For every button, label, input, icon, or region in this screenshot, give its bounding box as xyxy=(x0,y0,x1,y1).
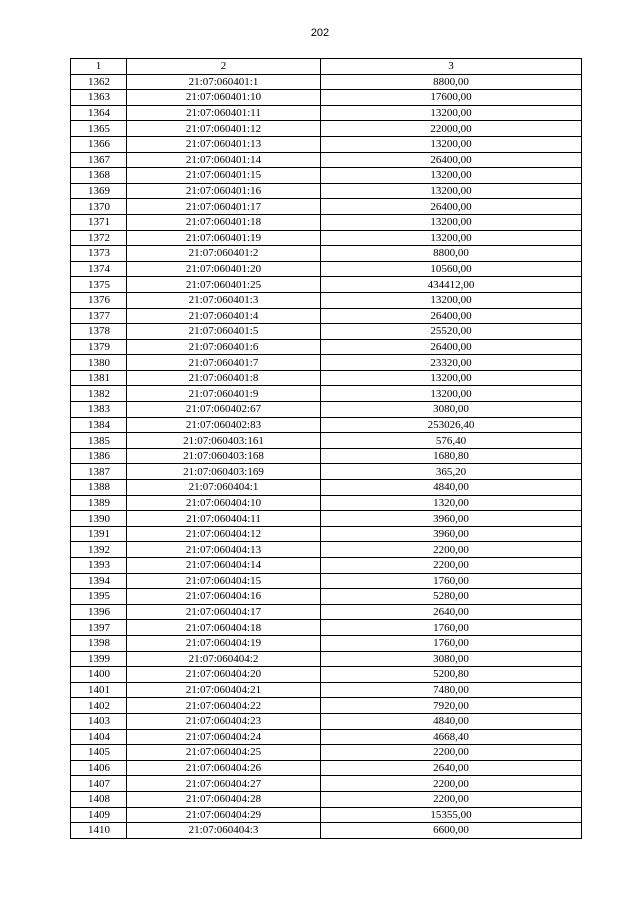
value-cell: 13200,00 xyxy=(321,168,582,184)
cadastral-number-cell: 21:07:060403:169 xyxy=(127,464,321,480)
cadastral-number-cell: 21:07:060404:21 xyxy=(127,682,321,698)
table-row xyxy=(71,807,582,823)
table-row xyxy=(71,651,582,667)
value-cell: 7920,00 xyxy=(321,698,582,714)
table-row xyxy=(71,823,582,839)
value-cell: 253026,40 xyxy=(321,417,582,433)
value-cell: 576,40 xyxy=(321,433,582,449)
table-row xyxy=(71,308,582,324)
row-number-cell: 1382 xyxy=(71,386,127,402)
row-number-cell: 1380 xyxy=(71,355,127,371)
table-row xyxy=(71,168,582,184)
table-row xyxy=(71,480,582,496)
table-row xyxy=(71,355,582,371)
table-row xyxy=(71,589,582,605)
table-row xyxy=(71,558,582,574)
table-row xyxy=(71,105,582,121)
row-number-cell: 1373 xyxy=(71,246,127,262)
cadastral-number-cell: 21:07:060404:13 xyxy=(127,542,321,558)
cadastral-number-cell: 21:07:060402:67 xyxy=(127,402,321,418)
row-number-cell: 1363 xyxy=(71,90,127,106)
row-number-cell: 1405 xyxy=(71,745,127,761)
table-row xyxy=(71,542,582,558)
value-cell: 13200,00 xyxy=(321,370,582,386)
cadastral-number-cell: 21:07:060404:24 xyxy=(127,729,321,745)
cadastral-number-cell: 21:07:060401:25 xyxy=(127,277,321,293)
value-cell: 13200,00 xyxy=(321,136,582,152)
row-number-cell: 1409 xyxy=(71,807,127,823)
table-row xyxy=(71,448,582,464)
cadastral-number-cell: 21:07:060401:3 xyxy=(127,292,321,308)
row-number-cell: 1403 xyxy=(71,713,127,729)
cadastral-number-cell: 21:07:060401:10 xyxy=(127,90,321,106)
cadastral-number-cell: 21:07:060404:15 xyxy=(127,573,321,589)
cadastral-number-cell: 21:07:060404:23 xyxy=(127,713,321,729)
value-cell: 1760,00 xyxy=(321,620,582,636)
table-row xyxy=(71,246,582,262)
row-number-cell: 1365 xyxy=(71,121,127,137)
row-number-cell: 1362 xyxy=(71,74,127,90)
row-number-cell: 1378 xyxy=(71,324,127,340)
value-cell: 2640,00 xyxy=(321,604,582,620)
table-row xyxy=(71,417,582,433)
value-cell: 3960,00 xyxy=(321,511,582,527)
table-row xyxy=(71,370,582,386)
cadastral-number-cell: 21:07:060401:1 xyxy=(127,74,321,90)
row-number-cell: 1401 xyxy=(71,682,127,698)
cadastral-number-cell: 21:07:060404:20 xyxy=(127,667,321,683)
row-number-cell: 1364 xyxy=(71,105,127,121)
value-cell: 3080,00 xyxy=(321,651,582,667)
row-number-cell: 1367 xyxy=(71,152,127,168)
value-cell: 1760,00 xyxy=(321,573,582,589)
value-cell: 6600,00 xyxy=(321,823,582,839)
row-number-cell: 1369 xyxy=(71,183,127,199)
row-number-cell: 1388 xyxy=(71,480,127,496)
table-row xyxy=(71,402,582,418)
value-cell: 4668,40 xyxy=(321,729,582,745)
value-cell: 13200,00 xyxy=(321,105,582,121)
page-number: 202 xyxy=(310,27,330,39)
cadastral-number-cell: 21:07:060401:5 xyxy=(127,324,321,340)
cadastral-number-cell: 21:07:060404:16 xyxy=(127,589,321,605)
column-header-2: 2 xyxy=(127,59,321,75)
value-cell: 13200,00 xyxy=(321,183,582,199)
cadastral-number-cell: 21:07:060403:161 xyxy=(127,433,321,449)
row-number-cell: 1399 xyxy=(71,651,127,667)
table-row xyxy=(71,152,582,168)
value-cell: 4840,00 xyxy=(321,480,582,496)
table-row xyxy=(71,277,582,293)
value-cell: 5200,80 xyxy=(321,667,582,683)
cadastral-number-cell: 21:07:060401:2 xyxy=(127,246,321,262)
cadastral-number-cell: 21:07:060404:29 xyxy=(127,807,321,823)
row-number-cell: 1386 xyxy=(71,448,127,464)
cadastral-number-cell: 21:07:060401:8 xyxy=(127,370,321,386)
value-cell: 1760,00 xyxy=(321,635,582,651)
row-number-cell: 1390 xyxy=(71,511,127,527)
table-row xyxy=(71,604,582,620)
cadastral-number-cell: 21:07:060401:9 xyxy=(127,386,321,402)
cadastral-number-cell: 21:07:060404:11 xyxy=(127,511,321,527)
table-row xyxy=(71,698,582,714)
value-cell: 25520,00 xyxy=(321,324,582,340)
cadastral-number-cell: 21:07:060401:12 xyxy=(127,121,321,137)
row-number-cell: 1402 xyxy=(71,698,127,714)
row-number-cell: 1408 xyxy=(71,791,127,807)
row-number-cell: 1398 xyxy=(71,635,127,651)
value-cell: 4840,00 xyxy=(321,713,582,729)
row-number-cell: 1384 xyxy=(71,417,127,433)
value-cell: 1680,80 xyxy=(321,448,582,464)
cadastral-number-cell: 21:07:060401:18 xyxy=(127,214,321,230)
value-cell: 13200,00 xyxy=(321,230,582,246)
row-number-cell: 1366 xyxy=(71,136,127,152)
value-cell: 17600,00 xyxy=(321,90,582,106)
value-cell: 22000,00 xyxy=(321,121,582,137)
row-number-cell: 1391 xyxy=(71,526,127,542)
cadastral-number-cell: 21:07:060401:7 xyxy=(127,355,321,371)
cadastral-number-cell: 21:07:060404:1 xyxy=(127,480,321,496)
value-cell: 26400,00 xyxy=(321,308,582,324)
row-number-cell: 1372 xyxy=(71,230,127,246)
row-number-cell: 1379 xyxy=(71,339,127,355)
table-row xyxy=(71,620,582,636)
value-cell: 13200,00 xyxy=(321,386,582,402)
table-row xyxy=(71,339,582,355)
row-number-cell: 1385 xyxy=(71,433,127,449)
value-cell: 2640,00 xyxy=(321,760,582,776)
row-number-cell: 1410 xyxy=(71,823,127,839)
table-row xyxy=(71,90,582,106)
row-number-cell: 1396 xyxy=(71,604,127,620)
row-number-cell: 1368 xyxy=(71,168,127,184)
row-number-cell: 1383 xyxy=(71,402,127,418)
cadastral-number-cell: 21:07:060401:20 xyxy=(127,261,321,277)
cadastral-number-cell: 21:07:060404:2 xyxy=(127,651,321,667)
cadastral-number-cell: 21:07:060404:22 xyxy=(127,698,321,714)
value-cell: 2200,00 xyxy=(321,791,582,807)
value-cell: 13200,00 xyxy=(321,214,582,230)
cadastral-number-cell: 21:07:060402:83 xyxy=(127,417,321,433)
value-cell: 2200,00 xyxy=(321,745,582,761)
cadastral-number-cell: 21:07:060404:18 xyxy=(127,620,321,636)
row-number-cell: 1394 xyxy=(71,573,127,589)
row-number-cell: 1389 xyxy=(71,495,127,511)
cadastral-number-cell: 21:07:060404:14 xyxy=(127,558,321,574)
header-row xyxy=(71,59,582,75)
row-number-cell: 1387 xyxy=(71,464,127,480)
row-number-cell: 1374 xyxy=(71,261,127,277)
cadastral-number-cell: 21:07:060401:15 xyxy=(127,168,321,184)
table-row xyxy=(71,464,582,480)
table-row xyxy=(71,214,582,230)
cadastral-number-cell: 21:07:060403:168 xyxy=(127,448,321,464)
cadastral-number-cell: 21:07:060404:27 xyxy=(127,776,321,792)
table-row xyxy=(71,230,582,246)
cadastral-number-cell: 21:07:060401:16 xyxy=(127,183,321,199)
table-row xyxy=(71,729,582,745)
value-cell: 26400,00 xyxy=(321,339,582,355)
cadastral-number-cell: 21:07:060401:4 xyxy=(127,308,321,324)
cadastral-number-cell: 21:07:060404:26 xyxy=(127,760,321,776)
table-row xyxy=(71,713,582,729)
value-cell: 2200,00 xyxy=(321,776,582,792)
value-cell: 26400,00 xyxy=(321,152,582,168)
column-header-1: 1 xyxy=(71,59,127,75)
registry-table xyxy=(70,58,582,839)
cadastral-number-cell: 21:07:060401:6 xyxy=(127,339,321,355)
value-cell: 23320,00 xyxy=(321,355,582,371)
table-row xyxy=(71,199,582,215)
row-number-cell: 1376 xyxy=(71,292,127,308)
row-number-cell: 1392 xyxy=(71,542,127,558)
value-cell: 7480,00 xyxy=(321,682,582,698)
table-row xyxy=(71,745,582,761)
cadastral-number-cell: 21:07:060404:25 xyxy=(127,745,321,761)
row-number-cell: 1397 xyxy=(71,620,127,636)
value-cell: 13200,00 xyxy=(321,292,582,308)
cadastral-number-cell: 21:07:060401:11 xyxy=(127,105,321,121)
row-number-cell: 1400 xyxy=(71,667,127,683)
value-cell: 365,20 xyxy=(321,464,582,480)
table-row xyxy=(71,495,582,511)
row-number-cell: 1393 xyxy=(71,558,127,574)
table-row xyxy=(71,667,582,683)
cadastral-number-cell: 21:07:060401:19 xyxy=(127,230,321,246)
cadastral-number-cell: 21:07:060401:13 xyxy=(127,136,321,152)
value-cell: 5280,00 xyxy=(321,589,582,605)
cadastral-number-cell: 21:07:060401:14 xyxy=(127,152,321,168)
table-row xyxy=(71,136,582,152)
row-number-cell: 1404 xyxy=(71,729,127,745)
cadastral-number-cell: 21:07:060404:28 xyxy=(127,791,321,807)
table-row xyxy=(71,386,582,402)
row-number-cell: 1377 xyxy=(71,308,127,324)
table-row xyxy=(71,526,582,542)
value-cell: 434412,00 xyxy=(321,277,582,293)
table-row xyxy=(71,776,582,792)
row-number-cell: 1381 xyxy=(71,370,127,386)
row-number-cell: 1407 xyxy=(71,776,127,792)
row-number-cell: 1375 xyxy=(71,277,127,293)
row-number-cell: 1371 xyxy=(71,214,127,230)
value-cell: 8800,00 xyxy=(321,246,582,262)
value-cell: 10560,00 xyxy=(321,261,582,277)
table-row xyxy=(71,324,582,340)
table-row xyxy=(71,635,582,651)
value-cell: 26400,00 xyxy=(321,199,582,215)
table-row xyxy=(71,74,582,90)
value-cell: 2200,00 xyxy=(321,558,582,574)
row-number-cell: 1406 xyxy=(71,760,127,776)
table-row xyxy=(71,682,582,698)
value-cell: 3080,00 xyxy=(321,402,582,418)
row-number-cell: 1395 xyxy=(71,589,127,605)
cadastral-number-cell: 21:07:060404:10 xyxy=(127,495,321,511)
value-cell: 8800,00 xyxy=(321,74,582,90)
table-row xyxy=(71,292,582,308)
table-row xyxy=(71,511,582,527)
cadastral-number-cell: 21:07:060404:17 xyxy=(127,604,321,620)
table-row xyxy=(71,791,582,807)
cadastral-number-cell: 21:07:060404:12 xyxy=(127,526,321,542)
table-row xyxy=(71,760,582,776)
row-number-cell: 1370 xyxy=(71,199,127,215)
table-row xyxy=(71,573,582,589)
column-header-3: 3 xyxy=(321,59,582,75)
cadastral-number-cell: 21:07:060404:19 xyxy=(127,635,321,651)
table-body xyxy=(71,74,582,838)
cadastral-number-cell: 21:07:060401:17 xyxy=(127,199,321,215)
value-cell: 15355,00 xyxy=(321,807,582,823)
table-row xyxy=(71,183,582,199)
table-row xyxy=(71,261,582,277)
cadastral-number-cell: 21:07:060404:3 xyxy=(127,823,321,839)
value-cell: 1320,00 xyxy=(321,495,582,511)
value-cell: 3960,00 xyxy=(321,526,582,542)
table-row xyxy=(71,121,582,137)
table-row xyxy=(71,433,582,449)
value-cell: 2200,00 xyxy=(321,542,582,558)
